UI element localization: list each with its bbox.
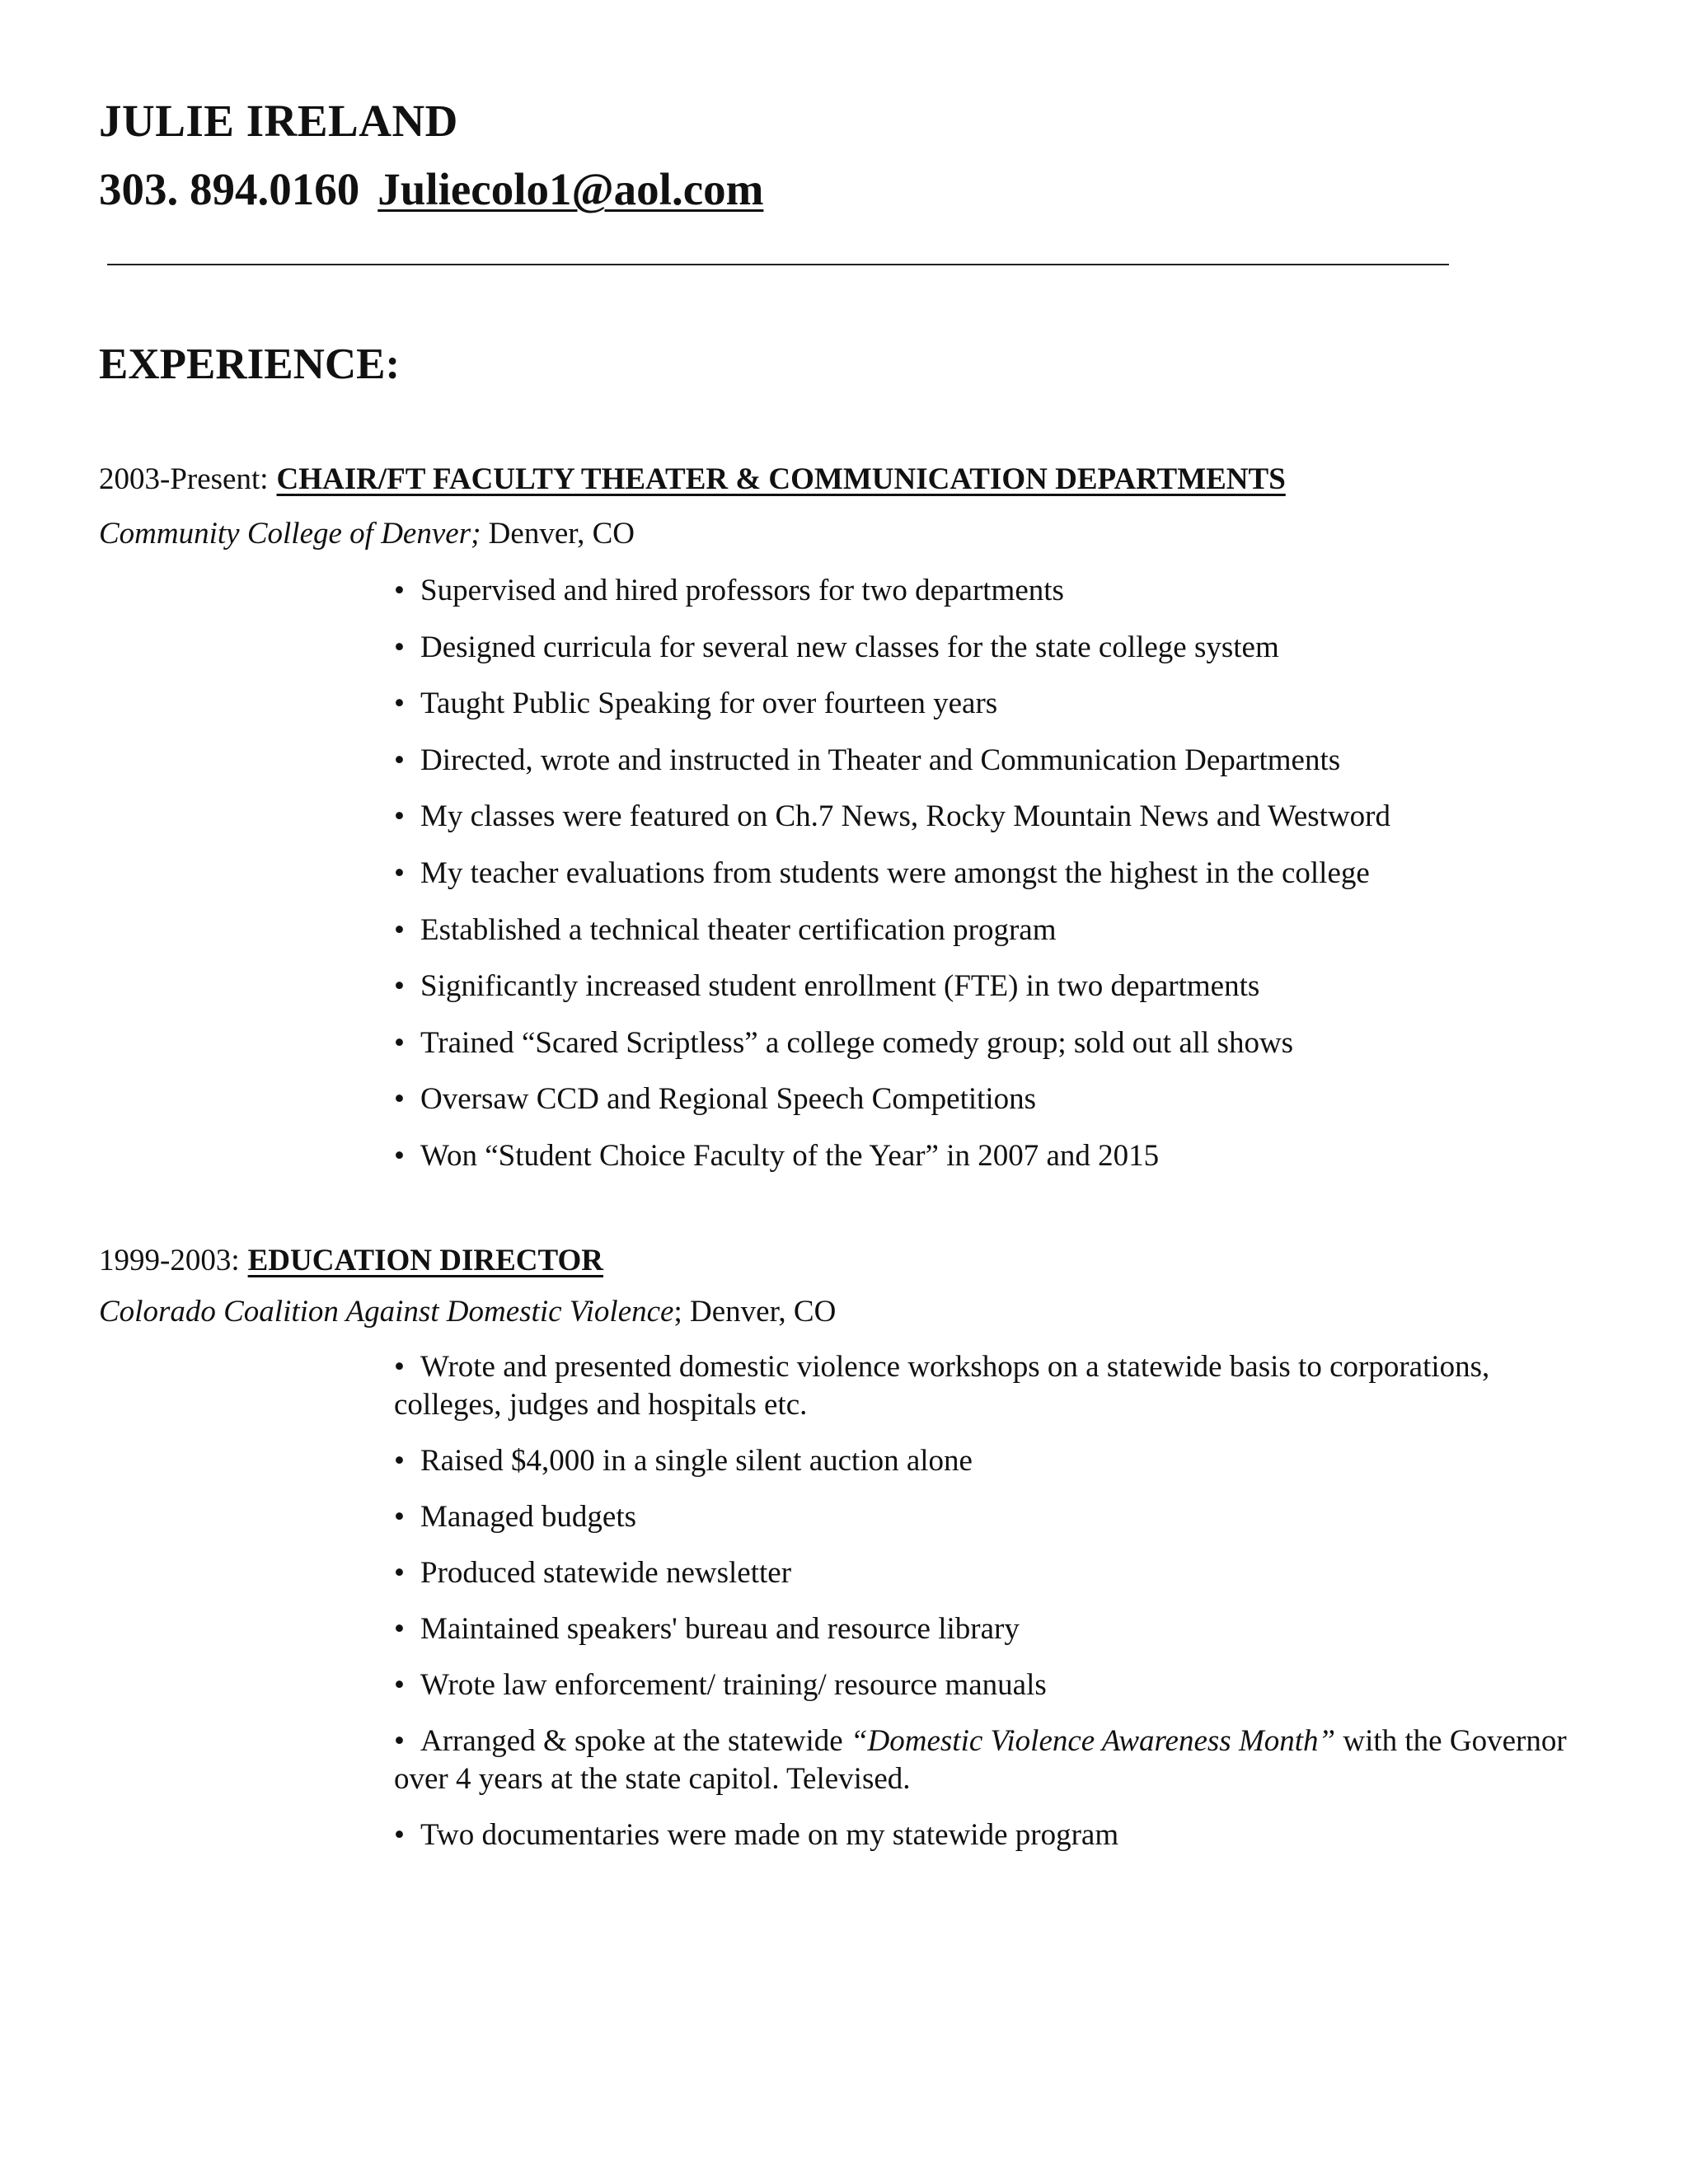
list-item: • Supervised and hired professors for two departments	[394, 572, 1581, 629]
job-period: 1999-2003:	[99, 1244, 240, 1277]
organization-name: Colorado Coalition Against Domestic Violence	[99, 1295, 674, 1329]
job-period: 2003-Present:	[99, 462, 269, 496]
bullet-icon: •	[394, 1082, 405, 1117]
job-1-bullet-list	[394, 572, 1581, 1194]
list-item: • Trained “Scared Scriptless” a college comedy group; sold out all shows	[394, 1024, 1581, 1081]
list-item: • My classes were featured on Ch.7 News, Rocky Mountain News and Westword	[394, 798, 1581, 855]
list-item: • Wrote and presented domestic violence workshops on a statewide basis to corporations, colleges, judges and hospitals etc.	[394, 1350, 1490, 1422]
email-link[interactable]: Juliecolo1@aol.com	[377, 164, 764, 214]
organization-name: Community College of Denver;	[99, 517, 481, 551]
list-item: • Won “Student Choice Faculty of the Year” in 2007 and 2015	[394, 1137, 1581, 1194]
list-item: • My teacher evaluations from students were amongst the highest in the college	[394, 855, 1581, 912]
job-organization-line-1	[99, 516, 635, 551]
bullet-icon: •	[394, 1668, 405, 1702]
job-title-line-2	[99, 1243, 603, 1278]
job-title: CHAIR/FT FACULTY THEATER & COMMUNICATION DEPARTMENTS	[276, 462, 1286, 496]
bullet-icon: •	[394, 1350, 405, 1384]
list-item: • Taught Public Speaking for over fourteen years	[394, 685, 1581, 742]
bullet-icon: •	[394, 912, 405, 947]
list-item: • Produced statewide newsletter	[394, 1554, 1581, 1592]
contact-line	[99, 163, 763, 215]
list-item: • Managed budgets	[394, 1498, 1581, 1536]
bullet-icon: •	[394, 1025, 405, 1060]
bullet-icon: •	[394, 969, 405, 1004]
list-item: • Designed curricula for several new classes for the state college system	[394, 629, 1581, 686]
bullet-icon: •	[394, 799, 405, 834]
job-organization-line-2	[99, 1294, 836, 1329]
bullet-icon: •	[394, 1556, 405, 1590]
bullet-icon: •	[394, 743, 405, 777]
job-title: EDUCATION DIRECTOR	[247, 1244, 603, 1277]
bullet-icon: •	[394, 1138, 405, 1173]
list-item: • Significantly increased student enrollment (FTE) in two departments	[394, 968, 1581, 1024]
phone-number: 303. 894.0160	[99, 164, 360, 214]
list-item: • Maintained speakers' bureau and resource library	[394, 1610, 1581, 1648]
bullet-icon: •	[394, 1500, 405, 1534]
list-item: • Wrote law enforcement/ training/ resource manuals	[394, 1666, 1581, 1704]
organization-location: Denver, CO	[488, 517, 635, 551]
applicant-name: JULIE IRELAND	[99, 96, 458, 146]
bullet-icon: •	[394, 1444, 405, 1478]
list-item: • Oversaw CCD and Regional Speech Competitions	[394, 1080, 1581, 1137]
experience-heading: EXPERIENCE:	[99, 340, 401, 388]
list-item: • Directed, wrote and instructed in Theater and Communication Departments	[394, 742, 1581, 799]
bullet-icon: •	[394, 574, 405, 607]
job-2-bullet-list	[394, 1348, 1581, 1872]
organization-location: ; Denver, CO	[673, 1295, 837, 1329]
bullet-icon: •	[394, 855, 405, 890]
list-item: • Two documentaries were made on my statewide program	[394, 1816, 1581, 1854]
list-item: • Established a technical theater certification program	[394, 912, 1581, 968]
bullet-icon: •	[394, 1612, 405, 1646]
bullet-icon: •	[394, 687, 405, 721]
header-divider	[107, 264, 1449, 265]
list-item: • Arranged & spoke at the statewide “Domestic Violence Awareness Month” with the Governor over 4 years at the state capitol. Televised.	[394, 1724, 1567, 1796]
job-title-line-1	[99, 462, 1286, 497]
bullet-icon: •	[394, 1818, 405, 1852]
bullet-icon: •	[394, 1724, 405, 1758]
bullet-icon: •	[394, 630, 405, 664]
list-item: • Raised $4,000 in a single silent auction alone	[394, 1442, 1581, 1480]
